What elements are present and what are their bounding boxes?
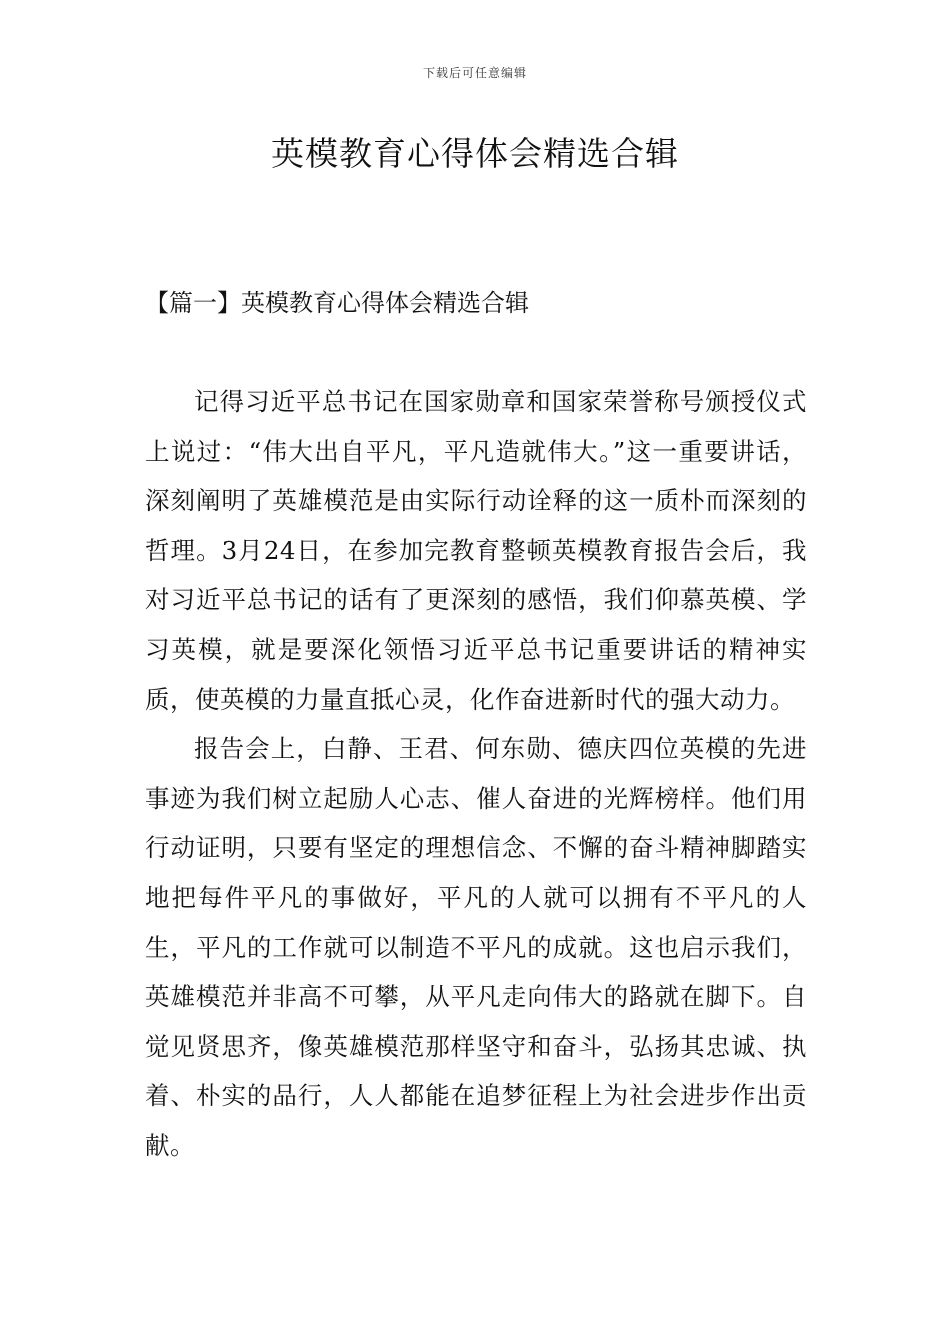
section-heading: 【篇一】英模教育心得体会精选合辑 <box>145 289 529 317</box>
document-title: 英模教育心得体会精选合辑 <box>271 134 679 173</box>
paragraph-1: 记得习近平总书记在国家勋章和国家荣誉称号颁授仪式上说过：“伟大出自平凡，平凡造就伟大。”这一重要讲话，深刻阐明了英雄模范是由实际行动诠释的这一质朴而深刻的哲理。3月24日，在参加完教育整顿英模教育报告会后，我对习近平总书记的话有了更深刻的感悟，我们仰慕英模、学习英模，就是要深化领悟习近平总书记重要讲话的精神实质，使英模的力量直抵心灵，化作奋进新时代的强大动力。 <box>145 387 807 714</box>
header-note: 下载后可任意编辑 <box>422 66 527 80</box>
body-text <box>145 377 807 1171</box>
paragraph-2: 报告会上，白静、王君、何东勋、德庆四位英模的先进事迹为我们树立起励人心志、催人奋进的光辉榜样。他们用行动证明，只要有坚定的理想信念、不懈的奋斗精神脚踏实地把每件平凡的事做好，平凡的人就可以拥有不平凡的人生，平凡的工作就可以制造不平凡的成就。这也启示我们，英雄模范并非高不可攀，从平凡走向伟大的路就在脚下。自觉见贤思齐，像英雄模范那样坚守和奋斗，弘扬其忠诚、执着、朴实的品行，人人都能在追梦征程上为社会进步作出贡献。 <box>145 734 807 1160</box>
